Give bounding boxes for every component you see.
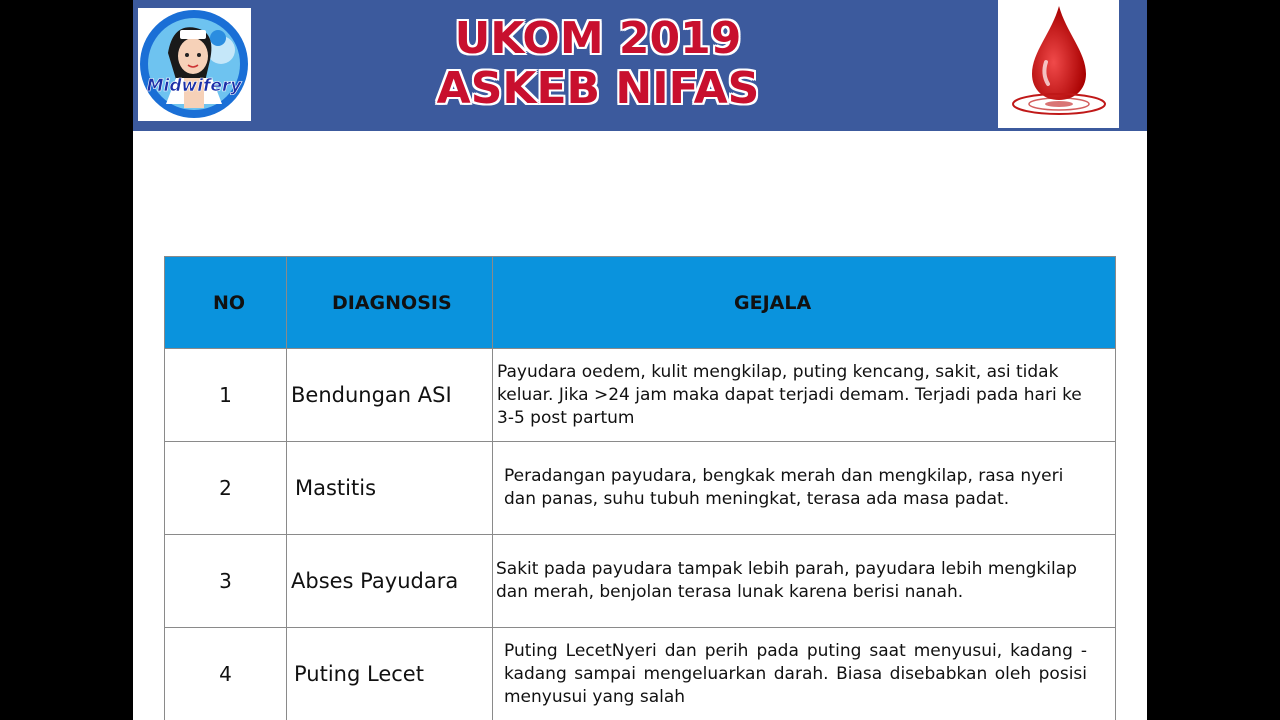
row-diagnosis: Puting Lecet	[287, 628, 493, 720]
table-row	[165, 535, 1116, 628]
row-gejala: Peradangan payudara, bengkak merah dan mengkilap, rasa nyeri dan panas, suhu tubuh meningkat, terasa ada masa padat.	[493, 442, 1116, 535]
col-header-diagnosis: DIAGNOSIS	[287, 257, 493, 349]
row-gejala: Sakit pada payudara tampak lebih parah, payudara lebih mengkilap dan merah, benjolan terasa lunak karena berisi nanah.	[493, 535, 1116, 628]
title-line-1: UKOM 2019	[454, 13, 742, 64]
title-line-2: ASKEB NIFAS	[436, 63, 760, 114]
table-row	[165, 442, 1116, 535]
midwifery-logo	[138, 8, 251, 121]
diagnosis-table	[164, 256, 1116, 720]
col-header-no: NO	[165, 257, 287, 349]
slide	[133, 0, 1147, 720]
slide-header	[133, 0, 1147, 131]
row-diagnosis: Bendungan ASI	[287, 349, 493, 442]
row-diagnosis: Abses Payudara	[287, 535, 493, 628]
col-header-gejala: GEJALA	[493, 257, 1116, 349]
midwifery-logo-text: Midwifery	[146, 76, 242, 96]
row-no: 2	[165, 442, 287, 535]
table-header-row	[165, 257, 1116, 349]
row-gejala: Puting LecetNyeri dan perih pada puting saat menyusui, kadang - kadang sampai mengeluarkan darah. Biasa disebabkan oleh posisi menyusui yang salah	[493, 628, 1116, 720]
row-no: 3	[165, 535, 287, 628]
row-no: 4	[165, 628, 287, 720]
table-row	[165, 628, 1116, 720]
row-gejala: Payudara oedem, kulit mengkilap, puting kencang, sakit, asi tidak keluar. Jika >24 jam maka dapat terjadi demam. Terjadi pada hari ke 3-5 post partum	[493, 349, 1116, 442]
row-diagnosis: Mastitis	[287, 442, 493, 535]
table-row	[165, 349, 1116, 442]
blood-drop-logo	[998, 0, 1119, 128]
row-no: 1	[165, 349, 287, 442]
